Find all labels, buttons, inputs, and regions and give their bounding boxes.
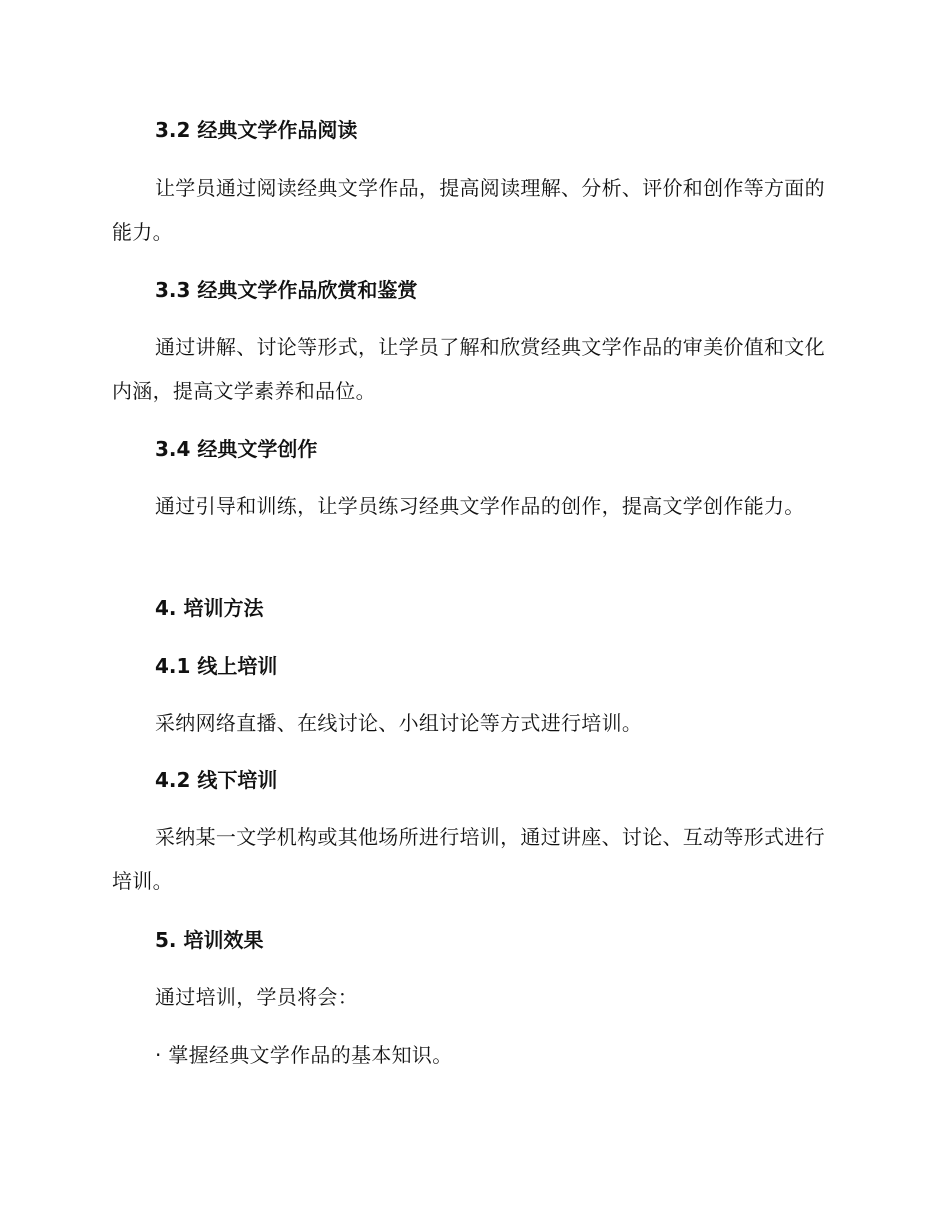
- section-heading: [112, 276, 832, 304]
- section-body: [112, 975, 832, 1019]
- section-body: [112, 166, 832, 254]
- heading-5: 5. 培训效果: [155, 928, 264, 952]
- section-body: [112, 815, 832, 903]
- heading-4: 4. 培训方法: [155, 596, 264, 620]
- paragraph-4-2: 采纳某一文学机构或其他场所进行培训，通过讲座、讨论、互动等形式进行培训。: [112, 825, 825, 893]
- section-heading: [112, 766, 832, 794]
- heading-3-4: 3.4 经典文学创作: [155, 437, 318, 461]
- bullet-list: [112, 1033, 832, 1077]
- paragraph-3-4: 通过引导和训练，让学员练习经典文学作品的创作，提高文学创作能力。: [155, 494, 805, 518]
- paragraph-3-3: 通过讲解、讨论等形式，让学员了解和欣赏经典文学作品的审美价值和文化内涵，提高文学素养和品位。: [112, 335, 825, 403]
- section-body: [112, 325, 832, 413]
- section-heading: [112, 435, 832, 463]
- section-body: [112, 701, 832, 745]
- section-heading: [112, 652, 832, 680]
- heading-3-2: 3.2 经典文学作品阅读: [155, 118, 358, 142]
- section-heading: [112, 116, 832, 144]
- heading-4-1: 4.1 线上培训: [155, 654, 278, 678]
- section-body: [112, 484, 832, 528]
- paragraph-5: 通过培训，学员将会：: [155, 985, 358, 1009]
- heading-3-3: 3.3 经典文学作品欣赏和鉴赏: [155, 278, 418, 302]
- paragraph-3-2: 让学员通过阅读经典文学作品，提高阅读理解、分析、评价和创作等方面的能力。: [112, 176, 825, 244]
- bullet-item: · 掌握经典文学作品的基本知识。: [155, 1043, 453, 1067]
- section-heading: [112, 594, 832, 622]
- paragraph-4-1: 采纳网络直播、在线讨论、小组讨论等方式进行培训。: [155, 711, 643, 735]
- heading-4-2: 4.2 线下培训: [155, 768, 278, 792]
- section-heading: [112, 926, 832, 954]
